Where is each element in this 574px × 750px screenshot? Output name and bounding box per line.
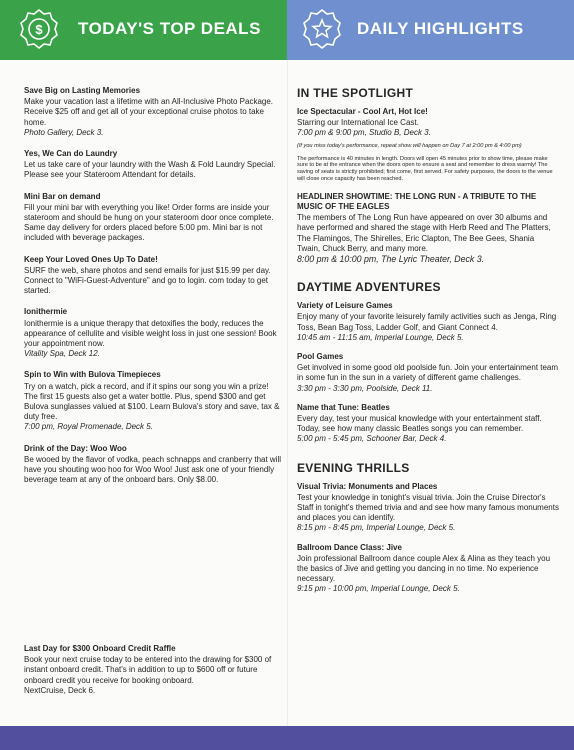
deal-item (24, 149, 282, 181)
svg-text:$: $ (35, 22, 43, 37)
deal-title: Spin to Win with Bulova Timepieces (24, 370, 161, 380)
event-when: 9:15 pm - 10:00 pm, Imperial Lounge, Deck 5. (297, 584, 460, 594)
column-divider (287, 60, 288, 726)
footer-bar (0, 726, 574, 750)
deal-body: SURF the web, share photos and send emails for just $15.99 per day. Connect to "WiFi-Guest-Adventure" and go to login. com today to get started. (24, 265, 271, 296)
top-deals-header (0, 0, 287, 60)
deal-item-raffle (24, 644, 282, 696)
event-item (297, 403, 559, 445)
deal-location: 7:00 pm, Royal Promenade, Deck 5. (24, 422, 153, 432)
event-when: 7:00 pm & 9:00 pm, Studio B, Deck 3. (297, 128, 431, 138)
daytime-heading: DAYTIME ADVENTURES (297, 280, 441, 295)
daily-highlights-title: DAILY HIGHLIGHTS (357, 19, 524, 38)
event-title: Ballroom Dance Class: Jive (297, 542, 402, 552)
deal-body: Fill your mini bar with everything you like! Order forms are inside your stateroom and should be hung on your stateroom door once complete. Same day delivery for orders placed before 5:00 pm. Mini bar is not included with beverage packages. (24, 202, 274, 243)
deal-item (24, 192, 282, 244)
deal-item (24, 86, 282, 138)
deal-title: Last Day for $300 Onboard Credit Raffle (24, 644, 176, 653)
deal-title: Mini Bar on demand (24, 191, 101, 201)
deal-body: Try on a watch, pick a record, and if it spins our song you win a prize! The first 15 guests also get a water bottle. Plus, spend $300 and get Bulova sunglasses valued at $100. Learn Bulova's story and save, tax & duty free. (24, 381, 280, 422)
deal-title: Keep Your Loved Ones Up To Date! (24, 254, 158, 264)
event-item (297, 352, 559, 394)
event-when: 3:30 pm - 3:30 pm, Poolside, Deck 11. (297, 383, 433, 393)
event-when: 8:00 pm & 10:00 pm, The Lyric Theater, Deck 3. (297, 254, 485, 265)
spotlight-heading: IN THE SPOTLIGHT (297, 86, 414, 100)
event-body: Enjoy many of your favorite leisurely family activities such as Jenga, Ring Toss, Bean Bag Toss, Ladder Golf, and Giant Connect 4. (297, 312, 557, 332)
event-item (297, 543, 559, 595)
repeat-show-note: (If you miss today's performance, repeat show will happen on Day 7 at 2:00 pm & 4:00 pm) (297, 142, 522, 149)
event-body: Get involved in some good old poolside fun. Join your entertainment team in some fun in the sun in a variety of different game challenges. (297, 363, 559, 383)
spotlight-ice-show (297, 107, 559, 139)
deal-location: NextCruise, Deck 6. (24, 685, 96, 695)
event-title: HEADLINER SHOWTIME: THE LONG RUN - A TRIBUTE TO THE MUSIC OF THE EAGLES (297, 191, 537, 211)
event-body: Join professional Ballroom dance couple Alex & Alina as they teach you the basics of Jive and getting you dancing in no time. No experience necessary. (297, 553, 551, 584)
deals-column (24, 86, 282, 695)
event-title: Pool Games (297, 352, 344, 362)
deal-body: Be wooed by the flavor of vodka, peach schnapps and cranberry that will have you shouting woo hoo for Woo Woo! Just ask one of your friendly beverage team at any of the onboard bars. Only $8.00. (24, 454, 282, 485)
event-body: Test your knowledge in tonight's visual trivia. Join the Cruise Director's Staff in tonight's themed trivia and and see how many famous monuments and places you can identify. (297, 492, 559, 523)
event-title: Variety of Leisure Games (297, 301, 393, 311)
highlights-column (297, 86, 559, 604)
deal-body: Make your vacation last a lifetime with an All-Inclusive Photo Package. Receive $25 off and get all of your exceptional cruise photos to take home. (24, 97, 274, 127)
star-badge-icon (301, 8, 343, 50)
deal-title: Ionithermie (24, 307, 68, 317)
deal-body: Ionithermie is a unique therapy that detoxifies the body, reduces the appearance of cellulite and visible weight loss in just one session! Book your appointment now. (24, 318, 277, 349)
event-body: The members of The Long Run have appeared on over 30 albums and have performed and shared the stage with Herb Reed and The Platters, The Flamingos, The Shirelles, Eric Clapton, The Bee Gees, Shania Twain, Chuck Berry, and many more. (297, 213, 551, 253)
event-when: 5:00 pm - 5:45 pm, Schooner Bar, Deck 4. (297, 434, 447, 444)
fine-print: The performance is 40 minutes in length. Doors will open 45 minutes prior to show time, please make sure to be at the entrance when the doors open to ensure a seat and remember to dress warmly! The saving of seats is strictly prohibited; first come, first served. For safety purposes, the doors to the venue will close once capacity has been reached. (297, 155, 553, 182)
deal-title: Drink of the Day: Woo Woo (24, 443, 127, 453)
deal-body: Let us take care of your laundry with the Wash & Fold Laundry Special. Please see your Stateroom Attendant for details. (24, 160, 276, 180)
event-title: Visual Trivia: Monuments and Places (297, 481, 438, 491)
dollar-badge-icon (18, 8, 60, 50)
event-item (297, 301, 559, 343)
deal-item (24, 307, 282, 359)
event-line: Starring our International Ice Cast. (297, 118, 419, 128)
top-deals-title: TODAY'S TOP DEALS (78, 19, 261, 38)
event-body: Every day, test your musical knowledge with your entertainment staff. Today, see how many classic Beatles songs you can remember. (297, 414, 542, 434)
deal-item (24, 444, 282, 486)
deal-title: Save Big on Lasting Memories (24, 86, 141, 95)
spotlight-headliner (297, 192, 559, 264)
daily-highlights-header (287, 0, 574, 60)
event-when: 10:45 am - 11:15 am, Imperial Lounge, Deck 5. (297, 332, 464, 342)
deal-item (24, 370, 282, 432)
deal-title: Yes, We Can do Laundry (24, 149, 118, 159)
event-when: 8:15 pm - 8:45 pm, Imperial Lounge, Deck 5. (297, 523, 456, 533)
deal-location: Photo Gallery, Deck 3. (24, 127, 104, 137)
event-item (297, 482, 559, 534)
evening-heading: EVENING THRILLS (297, 460, 410, 475)
event-title: Name that Tune: Beatles (297, 402, 390, 412)
deal-body: Book your next cruise today to be entered into the drawing for $300 of instant onboard credit. That's in addition to up to $600 off or future onboard credit you receive for booking onboard. (24, 655, 272, 685)
deal-item (24, 255, 282, 297)
deal-location: Vitality Spa, Deck 12. (24, 349, 100, 359)
event-title: Ice Spectacular - Cool Art, Hot Ice! (297, 107, 428, 116)
